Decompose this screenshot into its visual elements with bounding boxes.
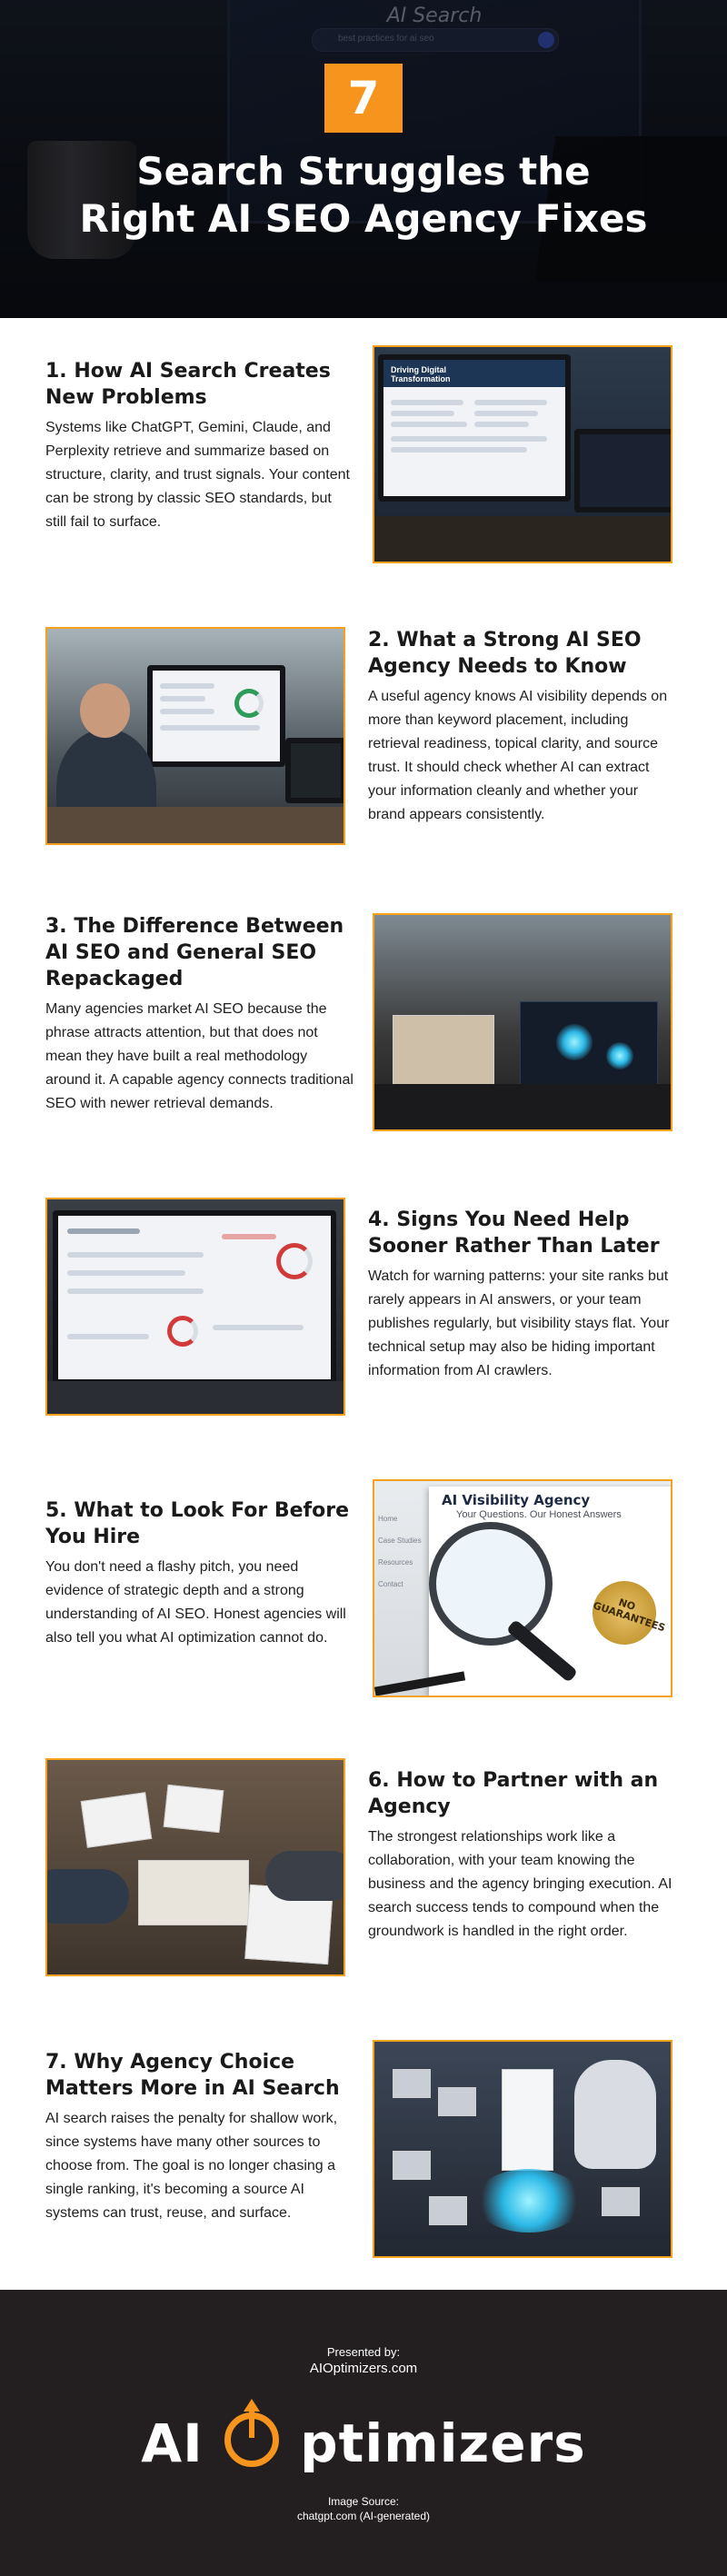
no-guarantees-seal: NO GUARANTEES [584, 1573, 664, 1653]
analytics-monitor [53, 1210, 336, 1385]
section-7-title: 7. Why Agency Choice Matters More in AI Search [45, 2051, 340, 2100]
section-7-image [373, 2040, 672, 2258]
right-hand [265, 1851, 345, 1901]
section-2-text [368, 627, 677, 827]
section-1-text [45, 358, 354, 534]
section-4-title: 4. Signs You Need Help Sooner Rather Than Later [368, 1208, 660, 1258]
image-source-label: Image Source: [327, 2495, 400, 2508]
hero-banner [0, 0, 727, 318]
section-1-title: 1. How AI Search Creates New Problems [45, 360, 331, 409]
magnifying-glass-icon [429, 1522, 553, 1646]
left-hand [45, 1869, 129, 1924]
section-2-body: A useful agency knows AI visibility depends on more than keyword placement, including retrieval readiness, topical clarity, and source trust. It should check whether AI can extract your information cleanly and whether your brand appears consistently. [368, 689, 668, 822]
logo-prefix: AI [141, 2412, 204, 2474]
section-2 [0, 627, 727, 854]
presented-site: AIOptimizers.com [309, 2361, 418, 2376]
hero-search-text: best practices for ai seo [338, 34, 434, 44]
section-2-image [45, 627, 345, 845]
logo-o-arrow-icon [224, 2412, 279, 2467]
dashboard-monitor [147, 665, 285, 767]
section-6-body: The strongest relationships work like a collaboration, with your team knowing the business and the agency bringing execution. AI search success tends to compound when the groundwork is handled in the right order. [368, 1829, 672, 1939]
hero-screen-title: AI Search [386, 5, 483, 27]
robot-figure [574, 2060, 656, 2169]
paper-title: AI Visibility Agency [442, 1492, 591, 1508]
paper-side-menu: Home Case Studies Resources Contact [378, 1515, 422, 1588]
section-3-body: Many agencies market AI SEO because the phrase attracts attention, but that does not mean they have built a real methodology around it. A capable agency connects traditional SEO with newer retrieval demands. [45, 1001, 354, 1111]
paper-subtitle: Your Questions. Our Honest Answers [456, 1509, 622, 1520]
section-7-text [45, 2049, 354, 2225]
section-5-title: 5. What to Look For Before You Hire [45, 1499, 350, 1548]
page-title-line-1: Search Struggles the [136, 149, 591, 194]
section-5 [0, 1479, 727, 1706]
section-2-title: 2. What a Strong AI SEO Agency Needs to Know [368, 629, 642, 678]
section-1-image [373, 345, 672, 563]
presented-label: Presented by: [326, 2345, 401, 2359]
section-6-title: 6. How to Partner with an Agency [368, 1769, 659, 1818]
page-title [36, 148, 691, 243]
section-6 [0, 1758, 727, 1985]
presented-by [0, 2344, 727, 2377]
boxed-documents [393, 1015, 494, 1089]
selected-document [502, 2069, 553, 2171]
section-3 [0, 913, 727, 1140]
section-4-image [45, 1198, 345, 1416]
section-4-body: Watch for warning patterns: your site ranks but rarely appears in AI answers, or your team publishes regularly, but visibility stays flat. Your technical setup may also be hiding important information from AI crawlers. [368, 1268, 670, 1378]
second-monitor [574, 429, 672, 512]
number-badge: 7 [324, 64, 403, 133]
section-3-image [373, 913, 672, 1131]
section-4-text [368, 1207, 677, 1383]
section-7-body: AI search raises the penalty for shallow work, since systems have many other sources to choose from. The goal is no longer chasing a single ranking, it's becoming a source AI systems can trust, reuse, and surface. [45, 2111, 338, 2221]
section-5-image [373, 1479, 672, 1697]
website-heading: Driving Digital Transformation [391, 365, 451, 383]
section-3-title: 3. The Difference Between AI SEO and General SEO Repackaged [45, 915, 344, 990]
page-title-line-2: Right AI SEO Agency Fixes [79, 196, 648, 241]
section-5-body: You don't need a flashy pitch, you need evidence of strategic depth and a strong understanding of AI SEO. Honest agencies will also tell you what AI optimization cannot do. [45, 1559, 346, 1646]
glow-pedestal [474, 2169, 583, 2233]
section-1-body: Systems like ChatGPT, Gemini, Claude, and Perplexity retrieve and summarize based on structure, clarity, and trust signals. Your content can be strong by classic SEO standards, but still fail to surface. [45, 420, 350, 530]
section-5-text [45, 1497, 354, 1650]
section-1 [0, 345, 727, 572]
puzzle-pieces [138, 1860, 249, 1925]
section-6-text [368, 1767, 677, 1944]
brand-logo [0, 2412, 727, 2474]
section-6-image [45, 1758, 345, 1976]
section-3-text [45, 913, 354, 1116]
website-monitor [378, 354, 571, 502]
section-7 [0, 2040, 727, 2267]
footer [0, 2290, 727, 2576]
logo-suffix: ptimizers [300, 2412, 586, 2474]
image-source-value: chatgpt.com (AI-generated) [296, 2510, 431, 2522]
image-source [0, 2494, 727, 2523]
section-4 [0, 1198, 727, 1425]
